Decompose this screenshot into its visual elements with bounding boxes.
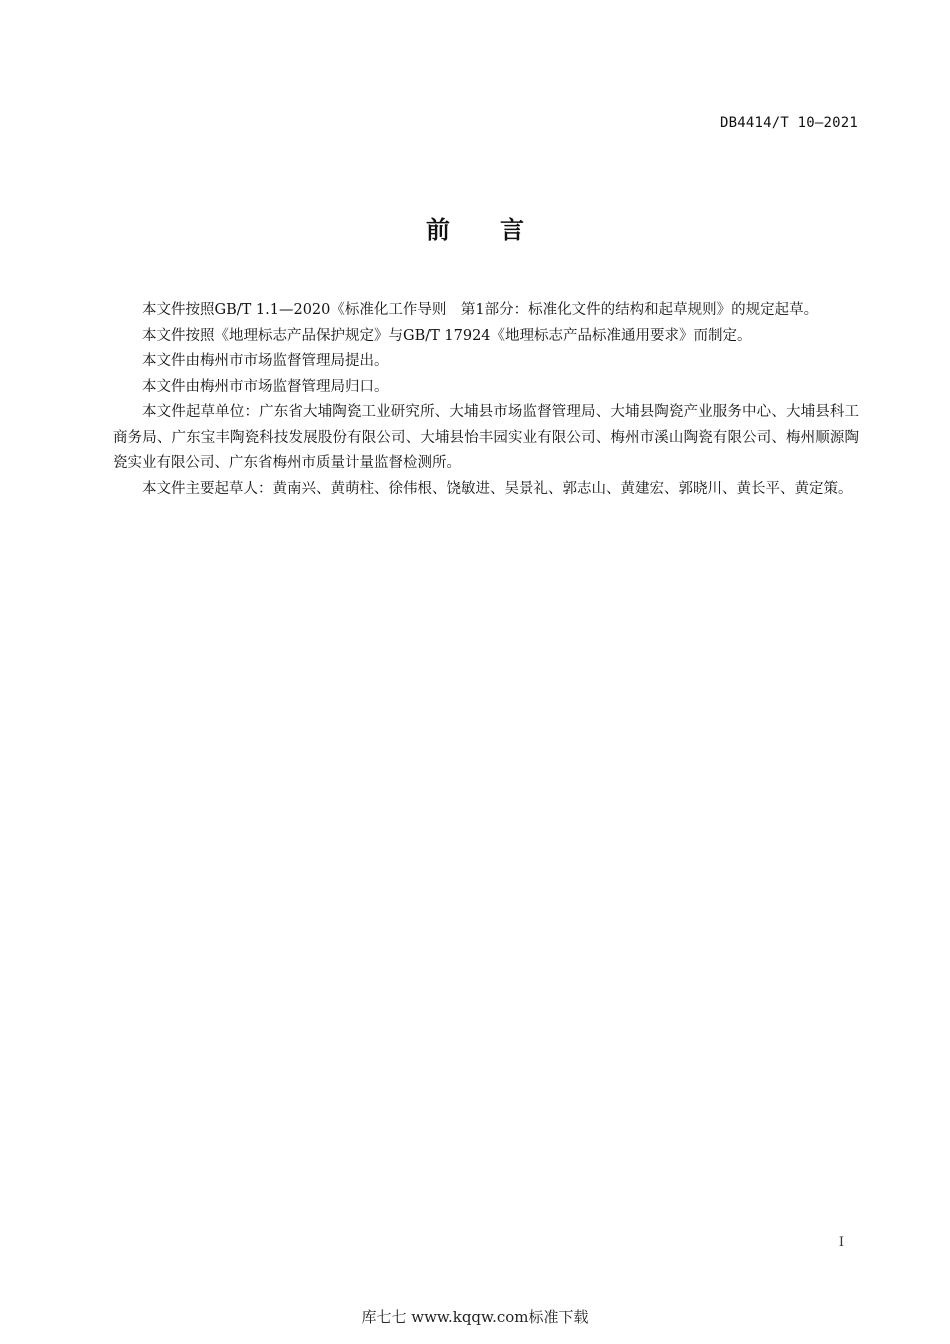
- title-char-2: 言: [500, 216, 524, 244]
- page-number: I: [838, 1235, 844, 1250]
- page-title: [0, 210, 950, 245]
- foreword-body: [113, 298, 859, 502]
- standard-code: DB4414/T 10—2021: [719, 115, 858, 131]
- title-char-1: 前: [426, 216, 450, 244]
- paragraph-drafting-units: 本文件起草单位：广东省大埔陶瓷工业研究所、大埔县市场监督管理局、大埔县陶瓷产业服务中心、大埔县科工商务局、广东宝丰陶瓷科技发展股份有限公司、大埔县怡丰园实业有限公司、梅州市溪山陶瓷有限公司、梅州顺源陶瓷实业有限公司、广东省梅州市质量计量监督检测所。: [113, 404, 859, 471]
- paragraph-drafting-rules: 本文件按照GB/T 1.1—2020《标准化工作导则 第1部分：标准化文件的结构和起草规则》的规定起草。: [142, 302, 819, 318]
- paragraph-proposer: 本文件由梅州市市场监督管理局提出。: [142, 353, 389, 369]
- download-watermark: 库七七 www.kqqw.com标准下载: [361, 1308, 589, 1326]
- paragraph-drafters: 本文件主要起草人：黄南兴、黄萌柱、徐伟根、饶敏进、吴景礼、郭志山、黄建宏、郭晓川、黄长平、黄定策。: [142, 480, 853, 497]
- paragraph-basis: 本文件按照《地理标志产品保护规定》与GB/T 17924《地理标志产品标准通用要求》而制定。: [142, 327, 752, 344]
- paragraph-centralized-unit: 本文件由梅州市市场监督管理局归口。: [142, 378, 389, 395]
